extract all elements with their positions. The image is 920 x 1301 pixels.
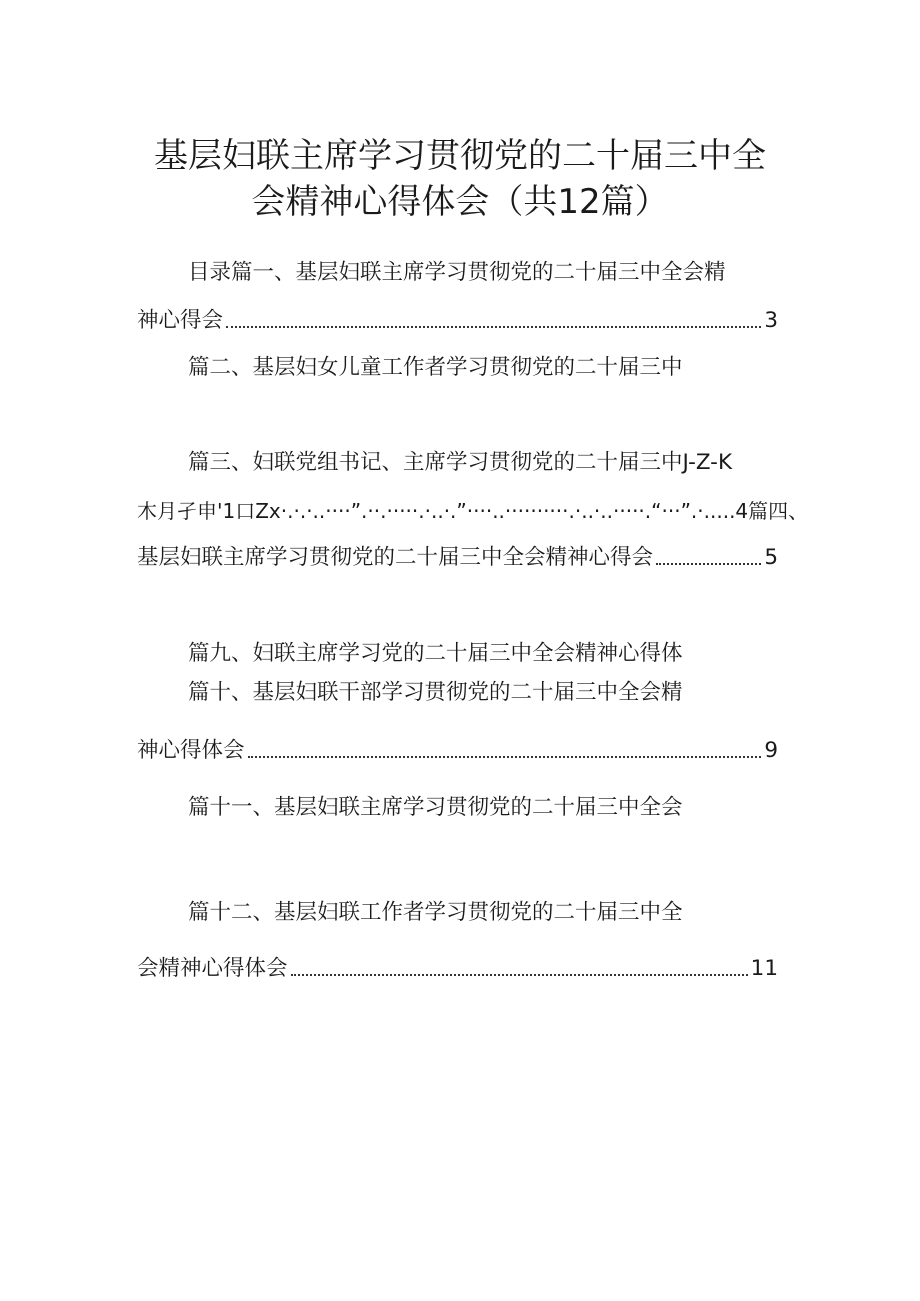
- toc-entry-12-page: 11: [750, 956, 778, 981]
- toc-entry-3-line-2: 木月孑申'1口Zx·.·.·..····”.··.·····.·..·.”····..··········.·..·..·····.“···”.·.....4篇四、: [137, 499, 809, 523]
- toc-entry-1-text: 神心得会: [137, 308, 224, 333]
- toc-entry-10-line-2: [137, 736, 778, 766]
- toc-entry-12-text: 会精神心得体会: [137, 956, 288, 981]
- toc-entry-1-page: 3: [764, 308, 778, 333]
- toc-entry-1-line-1: 目录篇一、基层妇联主席学习贯彻党的二十届三中全会精: [188, 260, 726, 285]
- toc-entry-10-line-1: 篇十、基层妇联干部学习贯彻党的二十届三中全会精: [188, 680, 683, 705]
- toc-entry-4-page: 5: [764, 545, 778, 570]
- toc-entry-12-line-1: 篇十二、基层妇联工作者学习贯彻党的二十届三中全: [188, 900, 683, 925]
- toc-entry-11: 篇十一、基层妇联主席学习贯彻党的二十届三中全会: [188, 795, 683, 820]
- document-title-line-2: 会精神心得体会（共12篇）: [251, 182, 669, 222]
- toc-leader-dots: [656, 562, 761, 565]
- toc-entry-4-text: 基层妇联主席学习贯彻党的二十届三中全会精神心得会: [137, 545, 654, 570]
- toc-entry-4-line: [137, 543, 778, 573]
- toc-leader-dots: [226, 325, 761, 328]
- toc-leader-dots: [291, 973, 748, 976]
- toc-leader-dots: [248, 755, 762, 758]
- toc-entry-10-page: 9: [764, 738, 778, 763]
- toc-entry-1-line-2: [137, 306, 778, 336]
- toc-entry-3-line-1: 篇三、妇联党组书记、主席学习贯彻党的二十届三中J-Z-K: [188, 450, 733, 475]
- toc-entry-12-line-2: [137, 954, 778, 984]
- document-title-line-1: 基层妇联主席学习贯彻党的二十届三中全: [154, 136, 766, 176]
- toc-entry-10-text: 神心得体会: [137, 738, 245, 763]
- toc-entry-9: 篇九、妇联主席学习党的二十届三中全会精神心得体: [188, 641, 683, 666]
- toc-entry-2: 篇二、基层妇女儿童工作者学习贯彻党的二十届三中: [188, 355, 683, 380]
